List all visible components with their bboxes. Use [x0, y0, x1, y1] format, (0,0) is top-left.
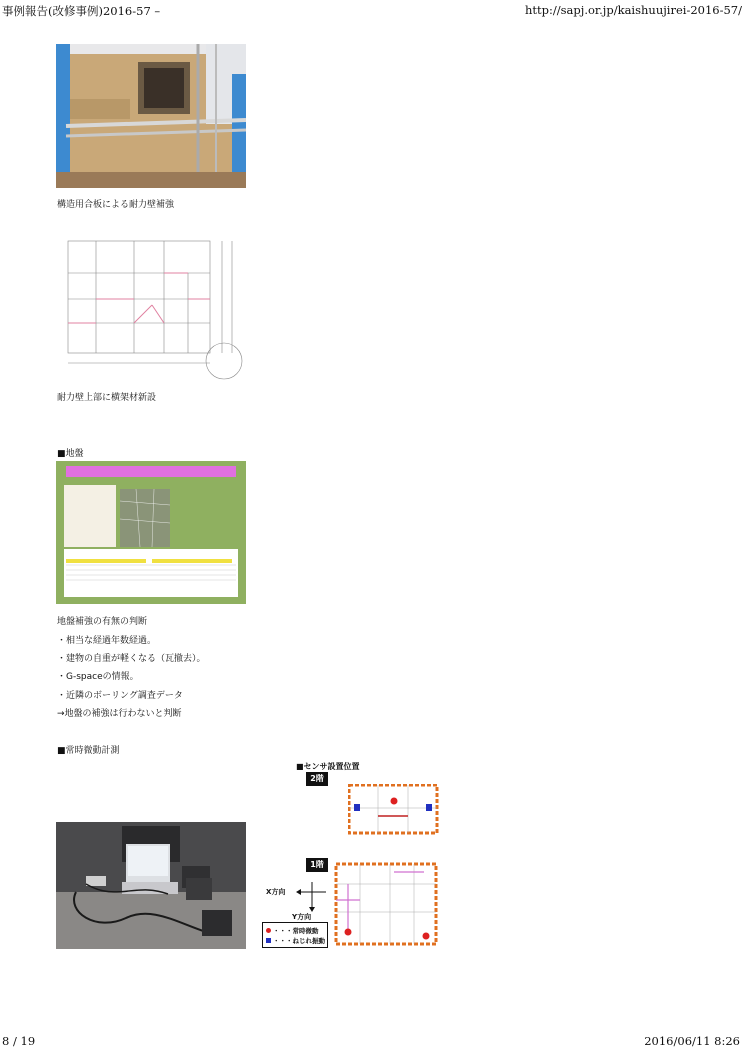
ground-point-0: 地盤補強の有無の判断	[57, 617, 148, 627]
floor2-label: 2階	[306, 772, 328, 786]
ground-point-5: →地盤の補強は行わないと判断	[57, 709, 182, 719]
red-sensor-marker	[266, 928, 271, 933]
sensor-figure-title: ■センサ設置位置	[296, 762, 360, 771]
measurement-equipment-photo	[56, 822, 246, 949]
direction-arrows	[294, 878, 328, 912]
blue-sensor-marker	[266, 938, 271, 943]
floor1-label: 1階	[306, 858, 328, 872]
plywood-caption: 構造用合板による耐力壁補強	[57, 200, 175, 210]
sensor-position-figure	[262, 760, 452, 955]
microtremor-heading: ■常時微動計測	[57, 746, 120, 756]
ground-point-3: ・G-spaceの情報。	[57, 672, 139, 682]
legend-blue-label: ・・・ねじれ振動	[273, 937, 325, 945]
print-datetime: 2016/06/11 8:26	[644, 1034, 740, 1048]
ground-point-2: ・建物の自重が軽くなる（瓦撤去）。	[57, 654, 206, 664]
ground-point-4: ・近隣のボーリング調査データ	[57, 691, 183, 701]
page-header-title: 事例報告(改修事例)2016-57 –	[2, 4, 161, 18]
y-direction-label: Y方向	[292, 913, 312, 921]
ground-heading: ■地盤	[57, 449, 84, 459]
sensor-legend	[262, 922, 328, 948]
x-direction-label: X方向	[266, 888, 286, 896]
floor1-plan	[334, 862, 440, 948]
plywood-wall-photo	[56, 44, 246, 188]
floor2-plan	[348, 784, 440, 836]
beam-caption: 耐力壁上部に横架材新設	[57, 393, 157, 403]
page-number: 8 / 19	[2, 1034, 36, 1048]
beam-plan-drawing	[56, 233, 246, 383]
legend-red-label: ・・・常時微動	[273, 927, 319, 935]
page-header-url: http://sapj.or.jp/kaishuujirei-2016-57/	[525, 3, 742, 17]
ground-point-1: ・相当な経過年数経過。	[57, 636, 157, 646]
g-space-panel	[56, 461, 246, 604]
